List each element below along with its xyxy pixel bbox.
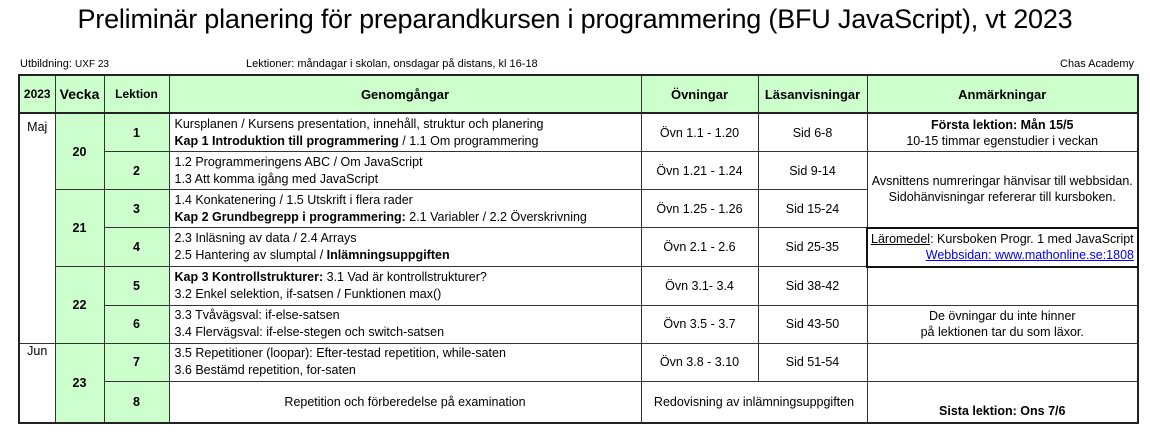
topic-line: 3.3 Tvåvägsval: if-else-satsen — [174, 308, 340, 322]
header-row — [19, 75, 1138, 113]
exercises-cell: Övn 1.21 - 1.24 — [641, 152, 758, 190]
chapter-title: Kap 1 Introduktion till programmering — [174, 133, 399, 148]
header-exercises: Övningar — [641, 75, 758, 113]
header-reading: Läsanvisningar — [758, 75, 867, 113]
page-title: Preliminär planering för preparandkursen i programmering (BFU JavaScript), vt 2023 — [77, 4, 1073, 34]
topic-cell — [169, 305, 641, 343]
topic-line: 1.4 Konkatenering / 1.5 Utskrift i flera rader — [174, 192, 413, 207]
topic-line: 3.2 Enkel selektion, if-satsen / Funktionen max() — [174, 286, 442, 301]
table-row — [19, 381, 1138, 423]
topic-cell — [169, 190, 641, 228]
topic-cell: Repetition och förberedelse på examination — [169, 381, 641, 423]
header-notes: Anmärkningar — [867, 75, 1138, 113]
week-cell: 21 — [55, 190, 104, 267]
topic-cell — [169, 152, 641, 190]
lesson-number: 2 — [104, 152, 169, 190]
chapter-title: Kap 3 Kontrollstrukturer: — [174, 269, 324, 284]
header-week: Vecka — [55, 75, 104, 113]
topic-line: 3.5 Repetitioner (loopar): Efter-testad repetition, while-saten — [174, 346, 506, 360]
exercises-cell: Övn 3.1- 3.4 — [641, 267, 758, 306]
lesson-number: 4 — [104, 228, 169, 267]
reading-cell: Sid 25-35 — [758, 228, 867, 267]
lesson-number: 3 — [104, 190, 169, 228]
lesson-number: 8 — [104, 381, 169, 423]
lessons-info: Lektioner: måndagar i skolan, onsdagar på distans, kl 16-18 — [246, 58, 538, 70]
table-row — [19, 267, 1138, 306]
month-cell: Maj — [19, 113, 55, 343]
education-info — [20, 58, 109, 70]
presentation-cell: Redovisning av inlämningsuppgiften — [641, 381, 867, 423]
homework-text: De övningar du inte hinner — [928, 309, 1076, 323]
website-link[interactable]: Webbsidan: www.mathonline.se:1808 — [925, 248, 1134, 262]
week-cell: 22 — [55, 267, 104, 344]
lesson-number: 7 — [104, 343, 169, 381]
topic-text: 2.5 Hantering av slumptal / — [174, 248, 327, 262]
topic-line: 3.4 Flervägsval: if-else-stegen och switch-satsen — [174, 325, 445, 339]
organization-name: Chas Academy — [1060, 58, 1134, 70]
month-cell: Jun — [19, 343, 55, 423]
reading-cell: Sid 6-8 — [758, 113, 867, 152]
topic-text: 2.1 Variabler / 2.2 Överskrivning — [405, 209, 587, 224]
exercises-cell: Övn 3.8 - 3.10 — [641, 343, 758, 381]
exercises-cell: Övn 1.1 - 1.20 — [641, 113, 758, 152]
numbering-text: Avsnittens numreringar hänvisar till webbsidan. — [871, 174, 1133, 189]
lesson-number: 6 — [104, 305, 169, 343]
table-row — [19, 113, 1138, 152]
header-topics: Genomgångar — [169, 75, 641, 113]
topic-line: Kursplanen / Kursens presentation, innehåll, struktur och planering — [174, 116, 544, 131]
reading-cell: Sid 38-42 — [758, 267, 867, 306]
table-row — [19, 228, 1138, 267]
first-lesson-text: Första lektion: Mån 15/5 — [931, 117, 1074, 132]
page-reference-text: Sidohänvisningar refererar till kursboken. — [888, 190, 1116, 205]
reading-cell: Sid 15-24 — [758, 190, 867, 228]
week-cell: 23 — [55, 343, 104, 423]
topic-line — [175, 247, 641, 264]
table-row — [19, 343, 1138, 381]
week-cell: 20 — [55, 113, 104, 190]
topic-line — [175, 269, 641, 286]
lesson-number: 1 — [104, 113, 169, 152]
topic-cell — [169, 267, 641, 306]
note-course-material — [867, 228, 1138, 267]
exercises-cell: Övn 2.1 - 2.6 — [641, 228, 758, 267]
topic-line — [175, 209, 641, 226]
note-last-lesson: Sista lektion: Ons 7/6 — [867, 381, 1138, 423]
topic-text: / 1.1 Om programmering — [398, 133, 539, 148]
note-empty — [867, 343, 1138, 381]
material-value: : Kursboken Progr. 1 med JavaScript — [930, 232, 1134, 246]
reading-cell: Sid 9-14 — [758, 152, 867, 190]
topic-line: 1.2 Programmeringens ABC / Om JavaScript — [174, 154, 423, 169]
material-label: Läromedel — [871, 232, 931, 246]
note-first-lesson — [867, 113, 1138, 152]
assignment-title: Inlämningsuppgiften — [326, 248, 450, 262]
reading-cell: Sid 43-50 — [758, 305, 867, 343]
reading-cell: Sid 51-54 — [758, 343, 867, 381]
education-value: UXF 23 — [75, 59, 109, 70]
material-line — [871, 231, 1134, 247]
topic-line: 3.6 Bestämd repetition, for-saten — [174, 363, 356, 377]
header-lesson: Lektion — [104, 75, 169, 113]
table-row — [19, 152, 1138, 190]
chapter-title: Kap 2 Grundbegrepp i programmering: — [174, 209, 406, 224]
topic-line — [175, 133, 641, 150]
topic-cell — [169, 113, 641, 152]
self-study-text: 10-15 timmar egenstudier i veckan — [906, 133, 1099, 148]
lesson-number: 5 — [104, 267, 169, 306]
note-numbering — [867, 152, 1138, 228]
topic-text: 3.1 Vad är kontrollstrukturer? — [323, 269, 487, 284]
header-year: 2023 — [19, 75, 55, 113]
course-schedule-table — [18, 74, 1139, 424]
education-label: Utbildning: — [20, 58, 72, 70]
note-homework — [867, 305, 1138, 343]
note-empty — [867, 267, 1138, 306]
table-row — [19, 305, 1138, 343]
topic-cell — [169, 343, 641, 381]
exercises-cell: Övn 3.5 - 3.7 — [641, 305, 758, 343]
homework-text: på lektionen tar du som läxor. — [920, 325, 1084, 339]
topic-line: 1.3 Att komma igång med JavaScript — [174, 171, 379, 186]
exercises-cell: Övn 1.25 - 1.26 — [641, 190, 758, 228]
topic-line: 2.3 Inläsning av data / 2.4 Arrays — [174, 231, 357, 245]
topic-cell — [169, 228, 641, 267]
